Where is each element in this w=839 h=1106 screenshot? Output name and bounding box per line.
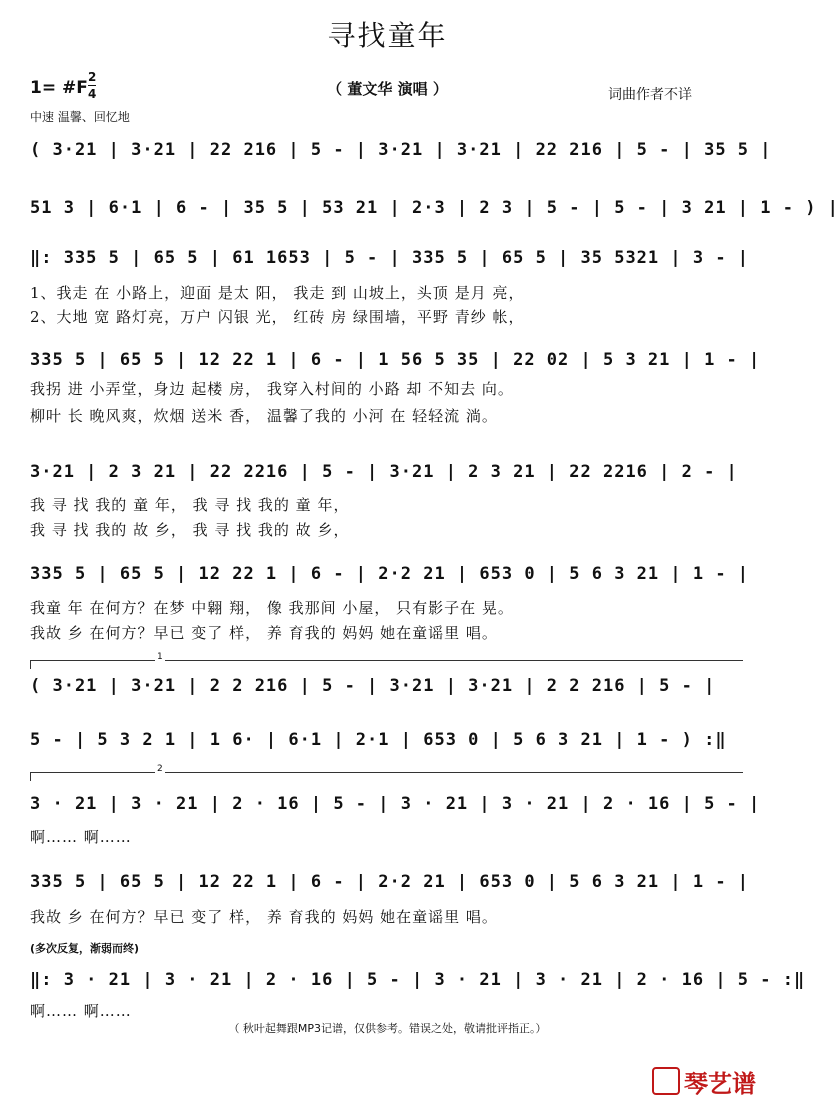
staff-row: 335 5 | 65 5 | 12 22 1 | 6 - | 2·2 21 | 653 0 | 5 6 3 21 | 1 - | bbox=[30, 564, 750, 584]
volta-bracket-2 bbox=[30, 764, 743, 781]
lyric-line: 啊…… 啊…… bbox=[30, 1002, 132, 1020]
meter-top: 2 bbox=[88, 70, 97, 84]
author-note: 词曲作者不详 bbox=[608, 87, 692, 103]
time-signature bbox=[88, 70, 96, 101]
staff-row: 5 - | 5 3 2 1 | 1 6· | 6·1 | 2·1 | 653 0 | 5 6 3 21 | 1 - ) :‖ bbox=[30, 730, 727, 750]
lyric-line: 我 寻 找 我的 童 年， 我 寻 找 我的 童 年， bbox=[30, 496, 350, 514]
singer-credit: （ 董文华 演唱 ） bbox=[327, 80, 448, 98]
lyric-line: 我故 乡 在何方？早已 变了 样， 养 育我的 妈妈 她在童谣里 唱。 bbox=[30, 624, 498, 642]
lyric-line: 啊…… 啊…… bbox=[30, 828, 132, 846]
staff-row: 3·21 | 2 3 21 | 22 2216 | 5 - | 3·21 | 2 3 21 | 22 2216 | 2 - | bbox=[30, 462, 738, 482]
site-logo bbox=[652, 1064, 756, 1099]
performance-note: (多次反复，渐弱而终) bbox=[30, 942, 140, 955]
volta-number: 2 bbox=[157, 764, 163, 774]
meter-bottom: 4 bbox=[88, 87, 97, 101]
staff-row: 3 · 21 | 3 · 21 | 2 · 16 | 5 - | 3 · 21 | 3 · 21 | 2 · 16 | 5 - | bbox=[30, 794, 761, 814]
staff-row: ( 3·21 | 3·21 | 22 216 | 5 - | 3·21 | 3·21 | 22 216 | 5 - | 35 5 | bbox=[30, 140, 772, 160]
staff-row: ‖: 3 · 21 | 3 · 21 | 2 · 16 | 5 - | 3 · 21 | 3 · 21 | 2 · 16 | 5 - :‖ bbox=[30, 970, 806, 990]
volta-number: 1 bbox=[157, 652, 163, 662]
lyric-line: 柳叶 长 晚风爽，炊烟 送米 香， 温馨了我的 小河 在 轻轻流 淌。 bbox=[30, 407, 498, 425]
lyric-line: 2、大地 宽 路灯亮，万户 闪银 光， 红砖 房 绿围墙，平野 青纱 帐， bbox=[30, 308, 525, 326]
staff-row: 335 5 | 65 5 | 12 22 1 | 6 - | 1 56 5 35 | 22 02 | 5 3 21 | 1 - | bbox=[30, 350, 761, 370]
staff-row: ( 3·21 | 3·21 | 2 2 216 | 5 - | 3·21 | 3·21 | 2 2 216 | 5 - | bbox=[30, 676, 716, 696]
tempo-marking: 中速 温馨、回忆地 bbox=[30, 110, 130, 124]
lyric-line: 我童 年 在何方？在梦 中翱 翔， 像 我那间 小屋， 只有影子在 晃。 bbox=[30, 599, 514, 617]
staff-row: 51 3 | 6·1 | 6 - | 35 5 | 53 21 | 2·3 | 2 3 | 5 - | 5 - | 3 21 | 1 - ) | bbox=[30, 198, 839, 218]
lyric-line: 我 寻 找 我的 故 乡， 我 寻 找 我的 故 乡， bbox=[30, 521, 350, 539]
lyric-line: 我故 乡 在何方？早已 变了 样， 养 育我的 妈妈 她在童谣里 唱。 bbox=[30, 908, 498, 926]
transcriber-note: （ 秋叶起舞跟MP3记谱，仅供参考。错误之处，敬请批评指正。） bbox=[228, 1022, 547, 1035]
volta-bracket-1 bbox=[30, 652, 743, 669]
logo-text: 琴艺谱 bbox=[684, 1070, 756, 1098]
staff-row: ‖: 335 5 | 65 5 | 61 1653 | 5 - | 335 5 | 65 5 | 35 5321 | 3 - | bbox=[30, 248, 750, 268]
lyric-line: 我拐 进 小弄堂，身边 起楼 房， 我穿入村间的 小路 却 不知去 向。 bbox=[30, 380, 514, 398]
key-signature: 1= #F bbox=[30, 78, 88, 98]
lyric-line: 1、我走 在 小路上，迎面 是太 阳， 我走 到 山坡上，头顶 是月 亮， bbox=[30, 284, 525, 302]
song-title: 寻找童年 bbox=[327, 19, 448, 52]
logo-icon bbox=[652, 1067, 680, 1095]
staff-row: 335 5 | 65 5 | 12 22 1 | 6 - | 2·2 21 | 653 0 | 5 6 3 21 | 1 - | bbox=[30, 872, 750, 892]
